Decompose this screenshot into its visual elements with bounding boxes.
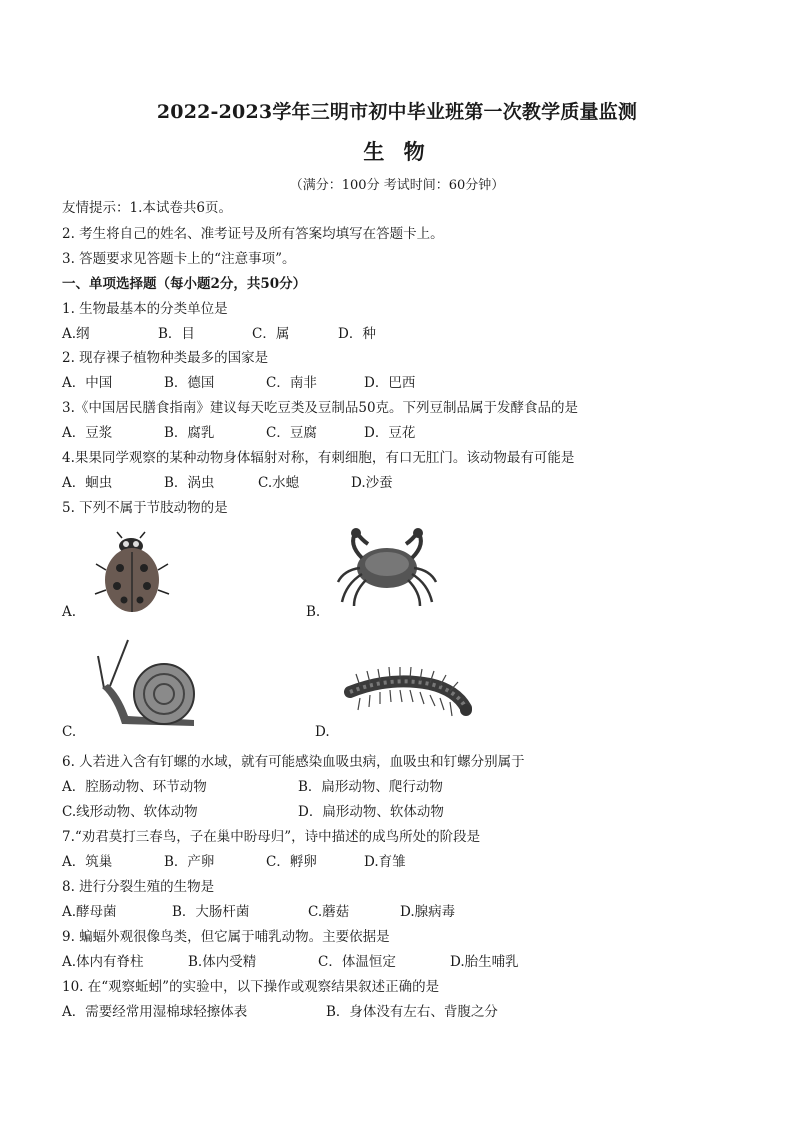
tip-1: 友情提示：1.本试卷共6页。: [62, 200, 232, 216]
q7-option-c: C．孵卵: [266, 854, 317, 870]
question-10-stem: 10. 在“观察蚯蚓”的实验中，以下操作或观察结果叙述正确的是: [62, 979, 440, 995]
question-9-stem: 9. 蝙蝠外观很像鸟类，但它属于哺乳动物。主要依据是: [62, 929, 390, 945]
q6-option-d: D．扁形动物、软体动物: [298, 804, 444, 820]
q3-option-a: A．豆浆: [62, 425, 113, 441]
q10-option-b: B．身体没有左右、背腹之分: [326, 1004, 498, 1020]
q6-option-b: B．扁形动物、爬行动物: [298, 779, 443, 795]
crab-image: [334, 526, 440, 608]
q5-option-b: B.: [306, 604, 321, 620]
question-8-stem: 8. 进行分裂生殖的生物是: [62, 879, 215, 895]
question-4-stem: 4.果果同学观察的某种动物身体辐射对称，有刺细胞，有口无肛门。该动物最有可能是: [62, 450, 575, 466]
q5-option-d: D.: [315, 724, 330, 740]
q7-option-d: D.育雏: [364, 854, 406, 870]
q7-option-a: A．筑巢: [62, 854, 113, 870]
q8-option-c: C.蘑菇: [308, 904, 350, 920]
q1-option-b: B．目: [158, 326, 195, 342]
q4-option-b: B．涡虫: [164, 475, 215, 491]
q3-option-b: B．腐乳: [164, 425, 215, 441]
q3-option-d: D．豆花: [364, 425, 416, 441]
q10-option-a: A．需要经常用湿棉球轻擦体表: [62, 1004, 248, 1020]
q5-option-c: C.: [62, 724, 77, 740]
tip-2: 2. 考生将自己的姓名、准考证号及所有答案均填写在答题卡上。: [62, 226, 444, 242]
question-5-stem: 5. 下列不属于节肢动物的是: [62, 500, 228, 516]
exam-info: （满分：100分 考试时间：60分钟）: [289, 178, 505, 193]
q3-option-c: C．豆腐: [266, 425, 317, 441]
question-3-stem: 3.《中国居民膳食指南》建议每天吃豆类及豆制品50克。下列豆制品属于发酵食品的是: [62, 400, 579, 416]
q4-option-d: D.沙蚕: [351, 475, 393, 491]
tip-3: 3. 答题要求见答题卡上的“注意事项”。: [62, 251, 296, 267]
q2-option-c: C．南非: [266, 375, 317, 391]
q1-option-a: A.纲: [62, 326, 90, 342]
q8-option-d: D.腺病毒: [400, 904, 456, 920]
q7-option-b: B．产卵: [164, 854, 215, 870]
centipede-image: [340, 664, 480, 724]
q9-option-a: A.体内有脊柱: [62, 954, 144, 970]
q2-option-d: D．巴西: [364, 375, 416, 391]
q4-option-c: C.水螅: [258, 475, 300, 491]
q9-option-c: C．体温恒定: [318, 954, 396, 970]
q8-option-a: A.酵母菌: [62, 904, 117, 920]
snail-image: [94, 638, 204, 730]
q6-option-a: A．腔肠动物、环节动物: [62, 779, 207, 795]
question-6-stem: 6. 人若进入含有钉螺的水域，就有可能感染血吸虫病，血吸虫和钉螺分别属于: [62, 754, 525, 770]
ladybug-image: [92, 530, 172, 616]
q2-option-b: B．德国: [164, 375, 215, 391]
question-1-stem: 1. 生物最基本的分类单位是: [62, 301, 228, 317]
q9-option-b: B.体内受精: [188, 954, 257, 970]
q1-option-c: C．属: [252, 326, 290, 342]
q1-option-d: D．种: [338, 326, 376, 342]
question-7-stem: 7.“劝君莫打三春鸟，子在巢中盼母归”，诗中描述的成鸟所处的阶段是: [62, 829, 481, 845]
q2-option-a: A．中国: [62, 375, 113, 391]
question-2-stem: 2. 现存裸子植物种类最多的国家是: [62, 350, 269, 366]
q6-option-c: C.线形动物、软体动物: [62, 804, 198, 820]
subject-title: 生 物: [363, 139, 431, 164]
q4-option-a: A．蛔虫: [62, 475, 113, 491]
q9-option-d: D.胎生哺乳: [450, 954, 519, 970]
q8-option-b: B．大肠杆菌: [172, 904, 250, 920]
section-heading: 一、单项选择题（每小题2分，共50分）: [62, 276, 307, 292]
q5-option-a: A.: [62, 604, 77, 620]
exam-title: 2022-2023学年三明市初中毕业班第一次教学质量监测: [156, 101, 638, 123]
